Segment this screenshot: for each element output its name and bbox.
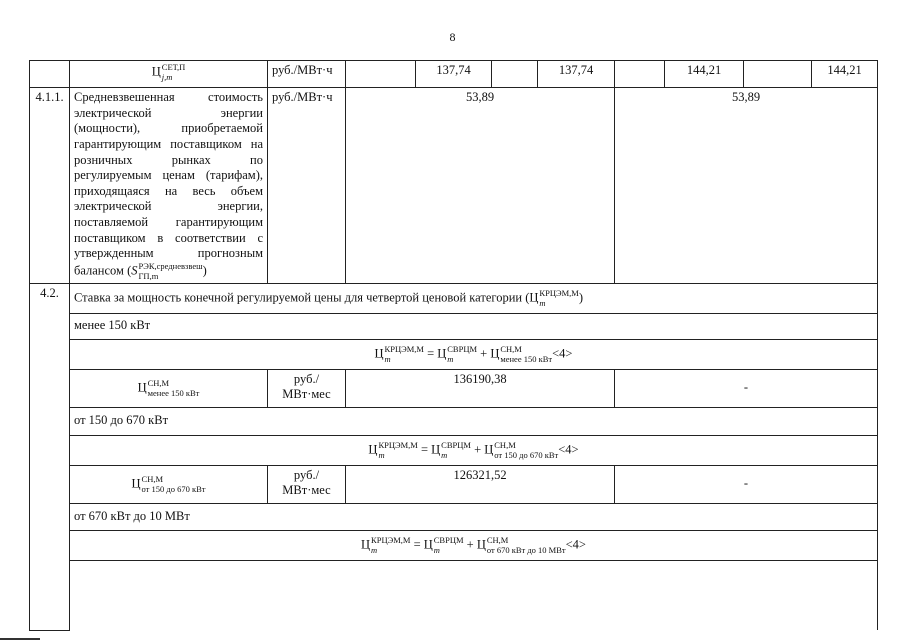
- symbol-sub: менее 150 кВт: [147, 387, 200, 398]
- unit-cell: руб./ МВт·мес: [268, 465, 346, 503]
- value-cell: 53,89: [615, 88, 878, 284]
- formula-sup: КРЦЭМ,М: [384, 343, 424, 354]
- symbol-base: Ц: [137, 380, 147, 395]
- desc-line: электрической энергии,: [74, 199, 263, 214]
- symbol-cell: [70, 61, 268, 88]
- formula-sup: СН,М: [500, 343, 522, 354]
- desc-line: гарантирующим поставщиком на: [74, 136, 263, 151]
- row-num-cell: [30, 61, 70, 88]
- formula-op: + Ц: [463, 537, 486, 552]
- footnote-ref: <4>: [552, 346, 573, 361]
- formula-op: + Ц: [470, 442, 494, 457]
- formula-symbol: Ц: [361, 537, 371, 552]
- formula-cell: [70, 435, 878, 465]
- value-cell: [346, 61, 416, 88]
- desc-line: поставщиком в соответствии с: [74, 230, 263, 245]
- formula-sup: КРЦЭМ,М: [378, 439, 418, 450]
- table-row: [30, 435, 878, 465]
- formula-sub: от 150 до 670 кВт: [494, 449, 559, 460]
- table-row: [30, 339, 878, 369]
- unit-cell: руб./МВт·ч: [268, 61, 346, 88]
- value-cell: [615, 61, 665, 88]
- formula-sup: КРЦЭМ,М: [371, 534, 411, 545]
- formula-sup: СН,М: [486, 534, 509, 545]
- formula-sub: m: [441, 449, 448, 460]
- continuation-cell: [70, 560, 878, 630]
- symbol-sup: СН,М: [141, 473, 164, 484]
- row-num-cell: 4.2.: [30, 283, 70, 630]
- formula-cell: [70, 530, 878, 560]
- formula-op: = Ц: [417, 442, 441, 457]
- formula-op: = Ц: [423, 346, 447, 361]
- value-cell: [744, 61, 812, 88]
- title-sub: m: [539, 297, 546, 308]
- desc-line: поставляемой гарантирующим: [74, 215, 263, 229]
- desc-line: приходящаяся на весь объем: [74, 183, 263, 198]
- desc-text: ): [202, 263, 207, 278]
- footnote-ref: <4>: [565, 537, 586, 552]
- value-cell: 137,74: [416, 61, 492, 88]
- value-cell: -: [615, 465, 878, 503]
- tariff-table: [29, 60, 878, 631]
- symbol-cell: [70, 369, 268, 407]
- row-num-cell: 4.1.1.: [30, 88, 70, 284]
- symbol-sup: СН,М: [147, 377, 170, 388]
- symbol-cell: [70, 465, 268, 503]
- value-cell: -: [615, 369, 878, 407]
- table-row: [30, 407, 878, 435]
- value-cell: 144,21: [665, 61, 744, 88]
- formula-sub: m: [384, 353, 391, 364]
- unit-cell: руб./МВт·ч: [268, 88, 346, 284]
- desc-text: балансом (: [74, 263, 132, 278]
- formula-symbol: Ц: [374, 346, 384, 361]
- formula-sup: СВРЦМ: [447, 343, 478, 354]
- table-row: [30, 88, 878, 284]
- formula-sub: m: [378, 449, 385, 460]
- table-row: [30, 369, 878, 407]
- band-label: менее 150 кВт: [70, 313, 878, 339]
- value-cell: 136190,38: [346, 369, 615, 407]
- formula-cell: [70, 339, 878, 369]
- symbol-sup: СЕТ,П: [161, 62, 186, 72]
- symbol-base: Ц: [151, 64, 161, 79]
- band-label: от 670 кВт до 10 МВт: [70, 503, 878, 530]
- desc-line: Средневзвешенная стоимость: [74, 90, 263, 104]
- desc-line-last: [74, 262, 263, 281]
- table-row: [30, 313, 878, 339]
- desc-line: розничных рынках по: [74, 152, 263, 167]
- value-cell: 144,21: [812, 61, 878, 88]
- formula-sup: СВРЦМ: [441, 439, 471, 450]
- symbol-sub: j,m: [161, 71, 173, 82]
- description-cell: [70, 88, 268, 284]
- symbol-sub: от 150 до 670 кВт: [141, 483, 206, 494]
- section-title: Ставка за мощность конечной регулируемой цены для четвертой ценовой категории (Ц: [74, 290, 539, 305]
- desc-line: электрической энергии: [74, 105, 263, 120]
- formula-op: + Ц: [477, 346, 500, 361]
- formula-sub: m: [433, 544, 440, 555]
- formula-op: = Ц: [410, 537, 433, 552]
- table-row: [30, 61, 878, 88]
- formula-sub: менее 150 кВт: [500, 353, 553, 364]
- table-row: [30, 530, 878, 560]
- desc-symbol: S: [131, 263, 138, 278]
- footnote-ref: <4>: [558, 442, 579, 457]
- title-sup: КРЦЭМ,М: [539, 287, 579, 298]
- unit-cell: руб./ МВт·мес: [268, 369, 346, 407]
- desc-line: (мощности), приобретаемой: [74, 121, 263, 136]
- desc-line: регулируемым ценам (тарифам),: [74, 168, 263, 183]
- title-suffix: ): [578, 290, 583, 305]
- value-cell: 137,74: [538, 61, 615, 88]
- desc-line: утвержденным прогнозным: [74, 246, 263, 261]
- section-title-cell: [70, 283, 878, 313]
- band-label: от 150 до 670 кВт: [70, 407, 878, 435]
- table-row: [30, 465, 878, 503]
- formula-sub: от 670 кВт до 10 МВт: [486, 544, 566, 555]
- formula-symbol: Ц: [368, 442, 378, 457]
- table-row: [30, 283, 878, 313]
- value-cell: 53,89: [346, 88, 615, 284]
- page-number: 8: [449, 30, 456, 44]
- formula-sub: m: [447, 353, 454, 364]
- desc-symbol-sup: РЭК,средневзвеш: [138, 260, 203, 271]
- table-row-continuation: [30, 560, 878, 630]
- symbol-base: Ц: [131, 476, 141, 491]
- formula-sub: m: [371, 544, 378, 555]
- table-row: [30, 503, 878, 530]
- formula-sup: СН,М: [494, 439, 516, 450]
- value-cell: [492, 61, 538, 88]
- desc-symbol-sub: ГП,m: [138, 270, 159, 281]
- formula-sup: СВРЦМ: [433, 534, 464, 545]
- value-cell: 126321,52: [346, 465, 615, 503]
